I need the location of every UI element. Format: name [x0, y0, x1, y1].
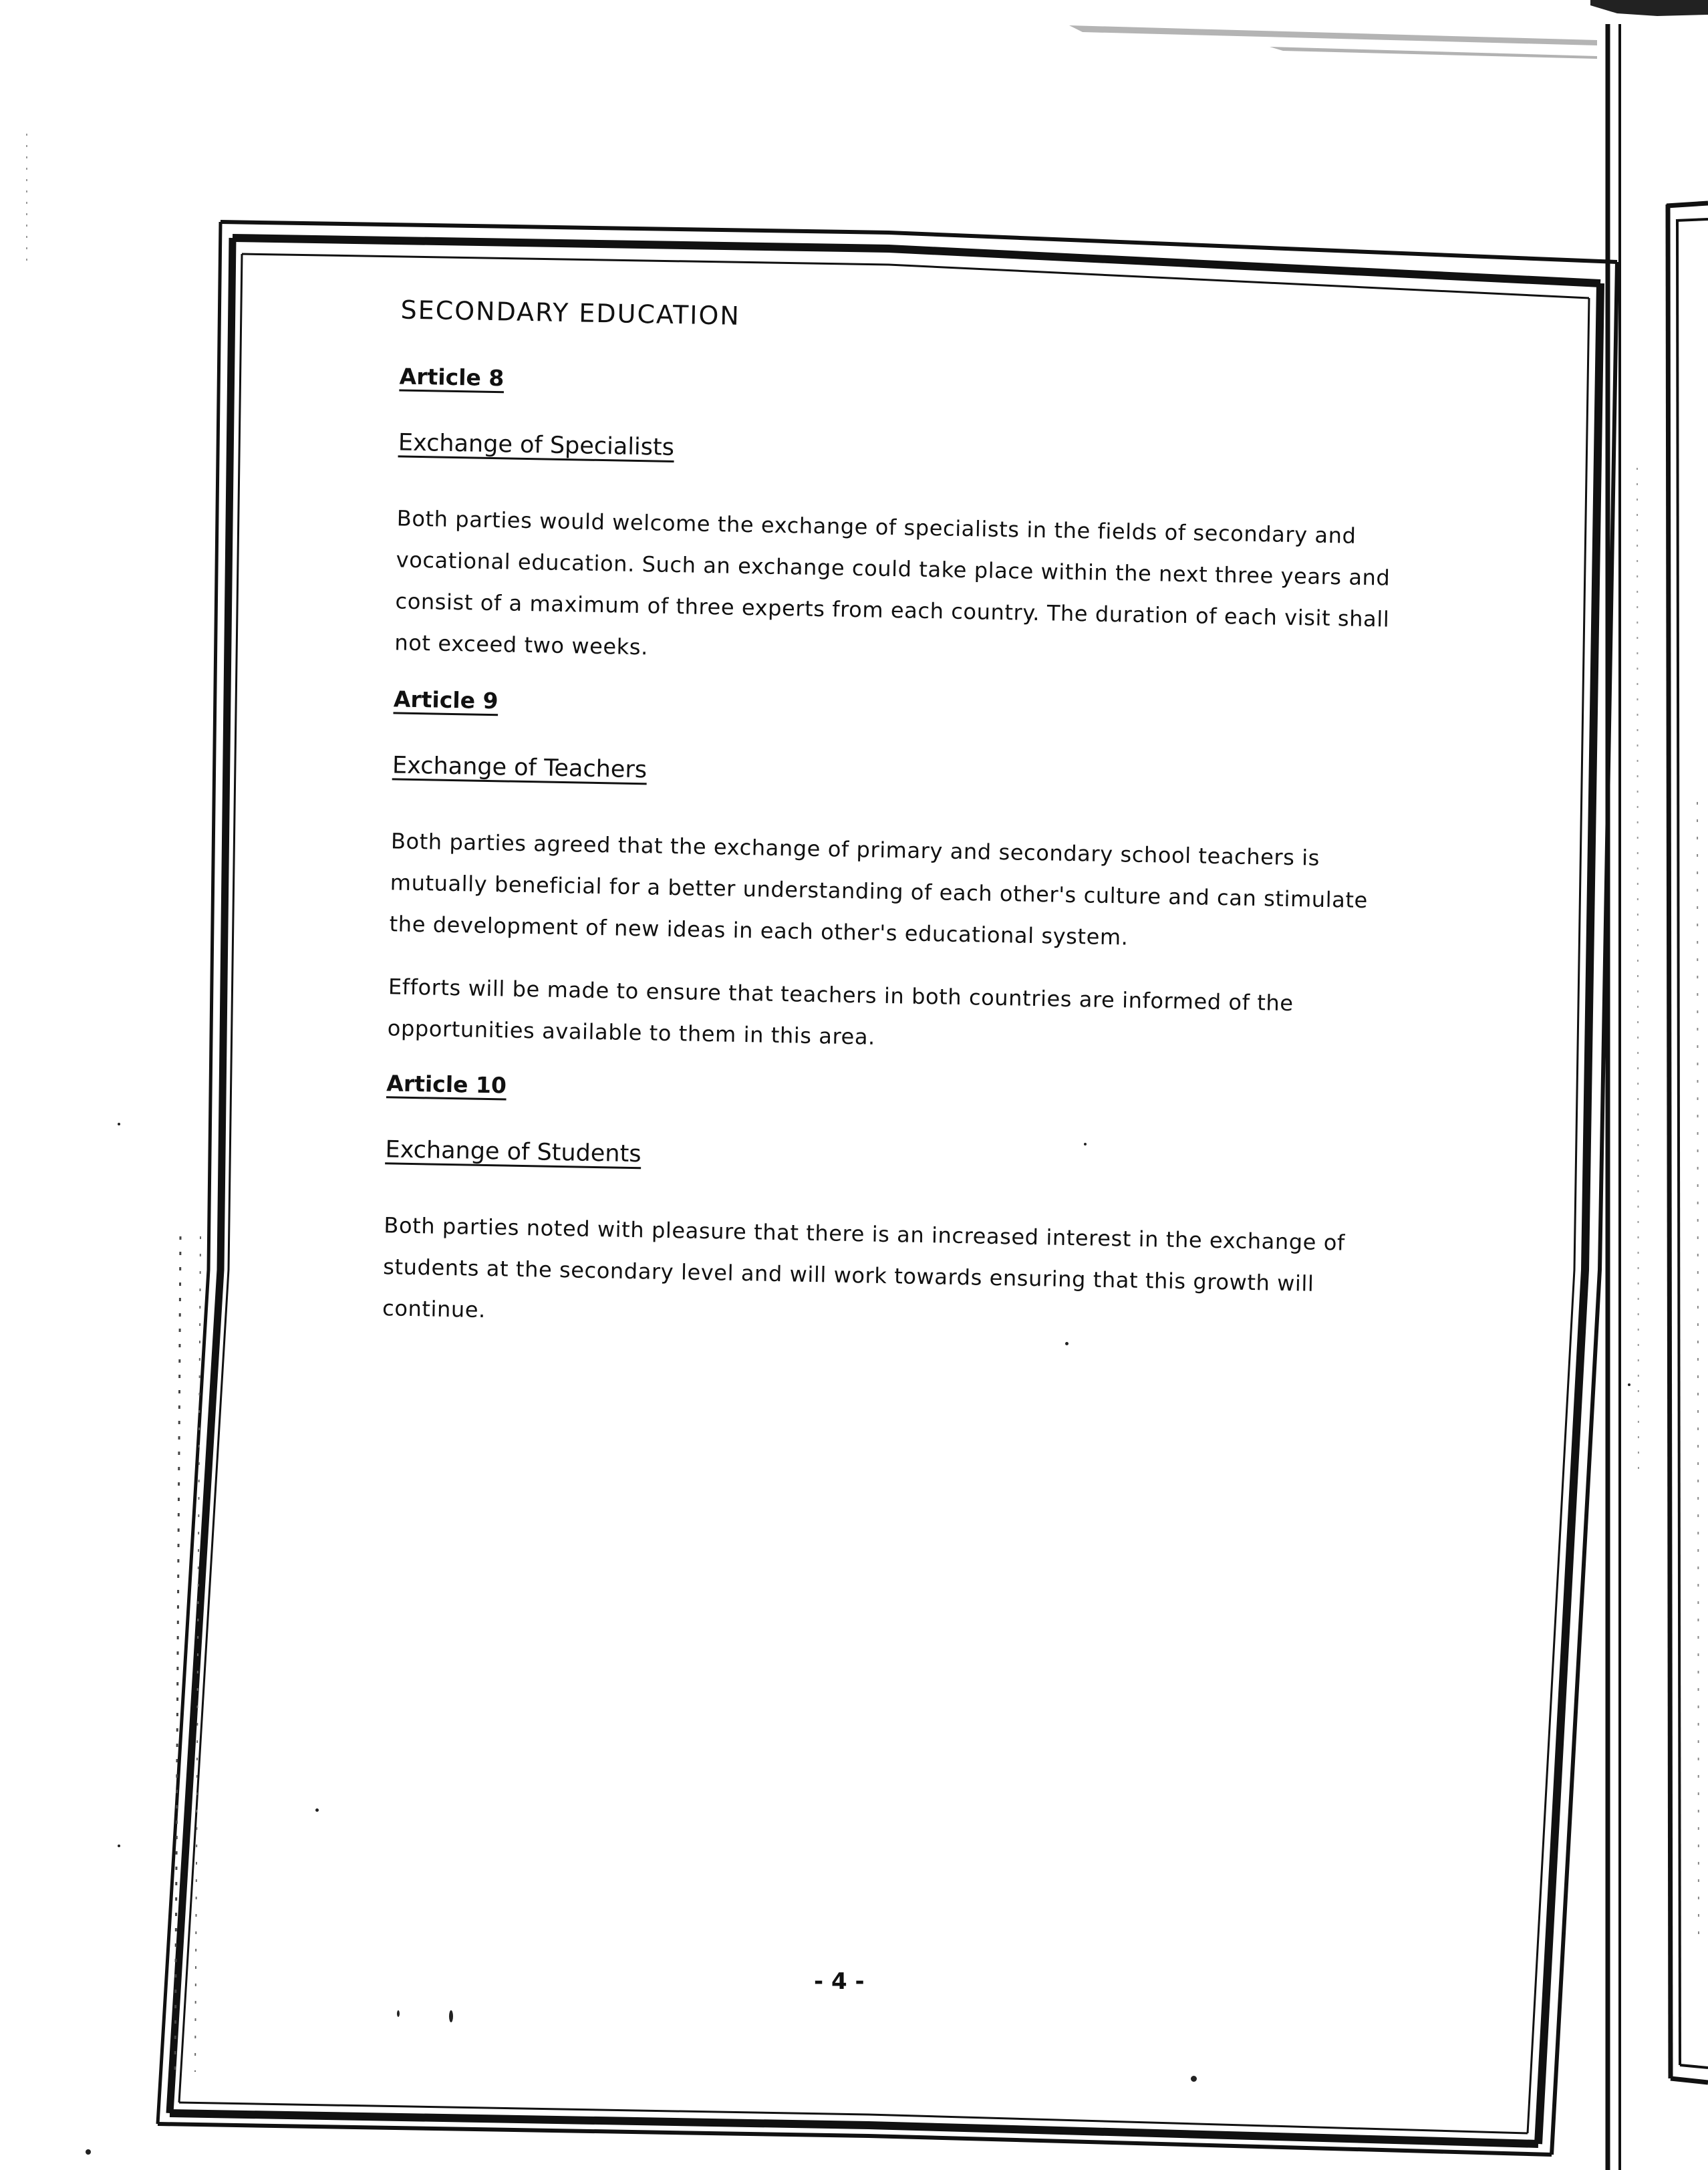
article-10-heading: Article 10 [386, 1070, 507, 1099]
article-9-paragraph-1: Both parties agreed that the exchange of primary and secondary school teachers is mutually beneficial for a better understanding of each other's culture and can stimulate the development of new ideas in each other's educational system. [389, 828, 1369, 950]
scan-speck [315, 1808, 319, 1812]
scan-speck [449, 2010, 453, 2022]
article-8-paragraph: Both parties would welcome the exchange of specialists in the fields of secondary and vocational education. Such an exchange could take place within the next three years and consist of a maximum of three experts from each country. The duration of each visit shall not exceed two weeks. [394, 505, 1391, 660]
article-9-subheading: Exchange of Teachers [392, 752, 648, 784]
article-9-paragraph-2: Efforts will be made to ensure that teachers in both countries are informed of the opportunities available to them in this area. [387, 974, 1294, 1050]
page-number: - 4 - [814, 1968, 865, 1995]
scan-speck [397, 2010, 400, 2017]
scan-speck [1628, 1383, 1630, 1386]
article-8-heading: Article 8 [399, 363, 505, 392]
article-9-heading: Article 9 [393, 686, 499, 714]
article-10-subheading: Exchange of Students [385, 1136, 642, 1168]
scan-speck [118, 1845, 120, 1847]
scan-speck [118, 1123, 120, 1125]
scan-speck [86, 2149, 91, 2155]
article-10-paragraph: Both parties noted with pleasure that there is an increased interest in the exchange of students at the secondary level and will work towards ensuring that this growth will continue. [382, 1212, 1346, 1323]
section-title: SECONDARY EDUCATION [400, 295, 741, 331]
article-8-subheading: Exchange of Specialists [398, 429, 675, 461]
document-body [328, 294, 1403, 1369]
scan-speck [1191, 2076, 1197, 2082]
